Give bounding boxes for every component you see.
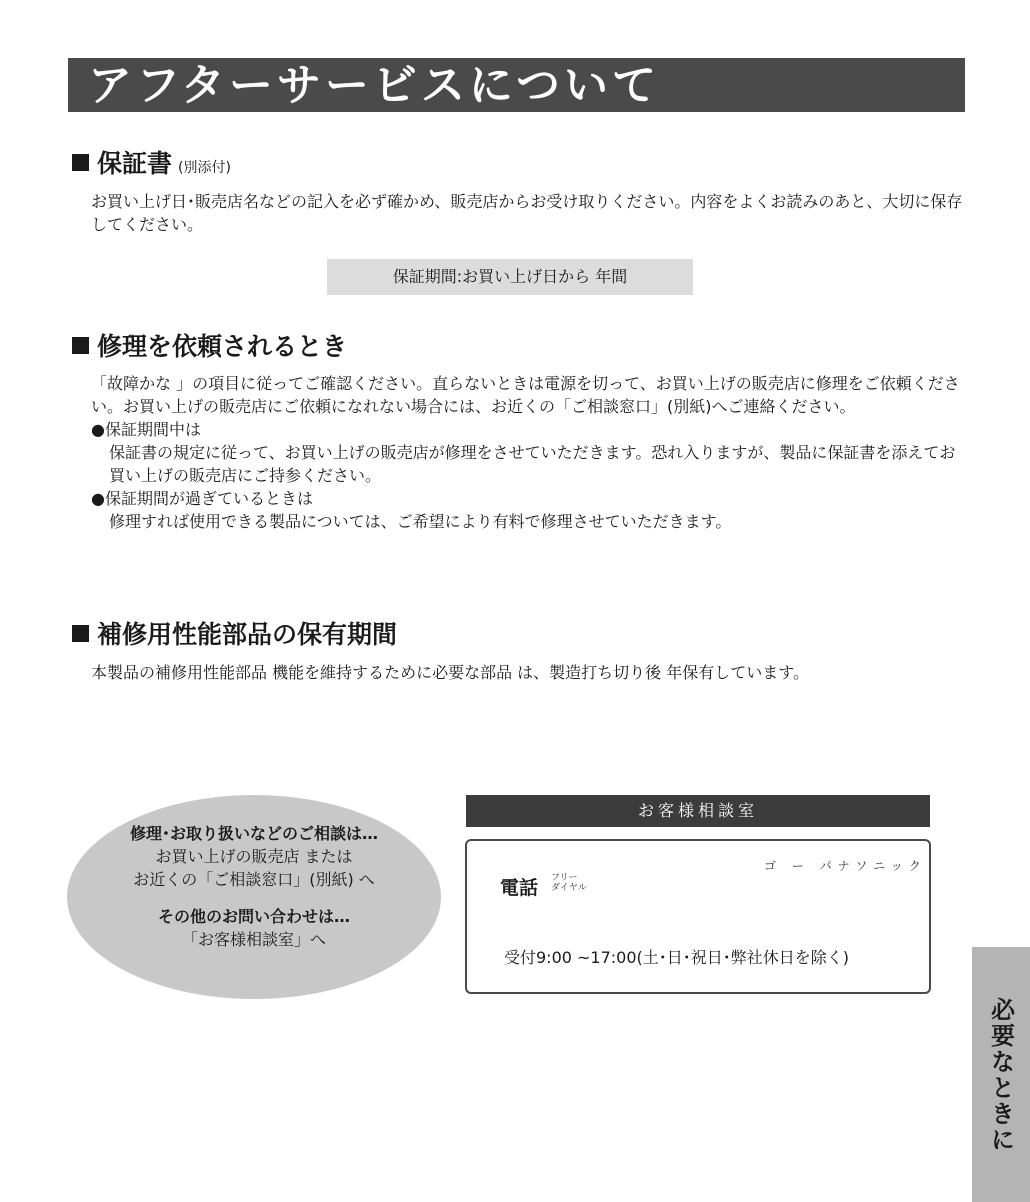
warranty-body (91, 190, 971, 236)
square-bullet-icon (72, 337, 89, 354)
page-title: アフターサービスについて (88, 60, 661, 111)
customer-desk-header: お客様相談室 (466, 795, 930, 827)
parts-heading-text: 補修用性能部品の保有期間 (97, 620, 398, 649)
warranty-heading-text: 保証書 (97, 149, 173, 178)
consult-line-4: その他のお問い合わせは… (157, 907, 350, 926)
phone-label: 電話 (500, 877, 539, 899)
repair-body (91, 372, 971, 533)
repair-bullet-after-warranty-text: 修理すれば使用できる製品については、ご希望により有料で修理させていただきます。 (109, 512, 732, 531)
consult-line-5: 「お客様相談室」へ (181, 930, 326, 949)
page-title-bar (68, 58, 965, 112)
consult-line-3: お近くの「ご相談窓口」(別紙) へ (133, 870, 375, 889)
repair-heading-text: 修理を依頼されるとき (97, 332, 348, 361)
parts-body-text: 本製品の補修用性能部品 機能を維持するために必要な部品 は、製造打ち切り後 年保有しています。 (91, 663, 809, 682)
freedial-line-1: フリー (551, 873, 578, 883)
repair-bullet-after-warranty: ●保証期間が過ぎているときは (91, 489, 313, 508)
repair-body-text: 「故障かな 」の項目に従ってご確認ください。直らないときは電源を切って、お買い上げの販売店に修理をご依頼ください。お買い上げの販売店にご依頼になれない場合には、お近くの「ご相談窓口」(別紙)へご連絡ください。 (91, 374, 960, 416)
warranty-heading (72, 148, 231, 184)
repair-bullet-in-warranty: ●保証期間中は (91, 420, 201, 439)
consult-line-2: お買い上げの販売店 または (155, 847, 353, 866)
square-bullet-icon (72, 625, 89, 642)
repair-bullet-in-warranty-text: 保証書の規定に従って、お買い上げの販売店が修理をさせていただきます。恐れ入りますが、製品に保証書を添えてお買い上げの販売店にご持参ください。 (109, 443, 956, 485)
parts-body (91, 661, 971, 684)
parts-heading (72, 619, 397, 651)
reception-hours: 受付9:00 ~17:00(土･日･祝日･弊社休日を除く) (504, 948, 850, 967)
freedial-label (551, 873, 587, 893)
square-bullet-icon (72, 154, 89, 171)
repair-heading (72, 331, 347, 363)
warranty-heading-note: (別添付) (178, 160, 231, 176)
phone-reading: ゴ ー パナソニック (764, 859, 927, 873)
side-tab-label: 必要なときに (986, 997, 1015, 1153)
freedial-line-2: ダイヤル (551, 883, 587, 893)
warranty-period-box: 保証期間:お買い上げ日から 年間 (327, 259, 693, 295)
consult-text (67, 822, 441, 951)
side-tab (972, 947, 1030, 1202)
warranty-body-text: お買い上げ日･販売店名などの記入を必ず確かめ、販売店からお受け取りください。内容をよくお読みのあと、大切に保存してください。 (91, 192, 963, 234)
consult-line-1: 修理･お取り扱いなどのご相談は… (129, 824, 378, 843)
customer-desk-box (465, 839, 931, 994)
